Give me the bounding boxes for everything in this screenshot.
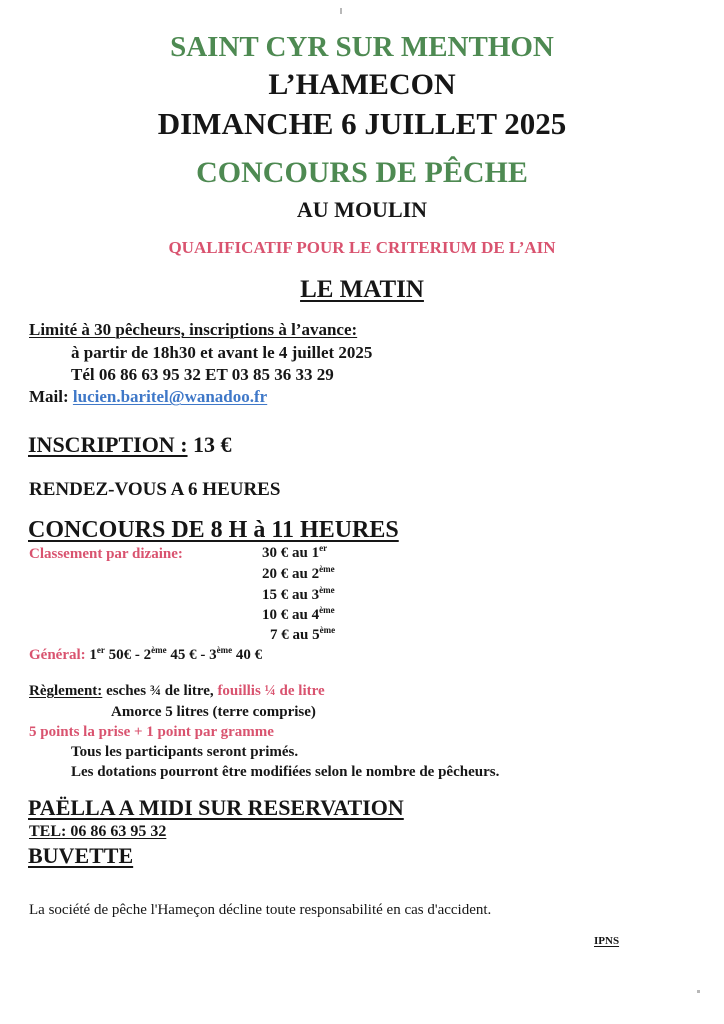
dotations-line: Les dotations pourront être modifiées selon le nombre de pêcheurs. (71, 764, 500, 780)
inscription-line (28, 432, 232, 458)
scan-speck (697, 990, 700, 993)
scan-speck (340, 8, 342, 14)
inscription-price: 13 € (193, 432, 232, 457)
prize-2: 20 € au 2ème (262, 564, 335, 582)
mail-link[interactable]: lucien.baritel@wanadoo.fr (72, 387, 268, 406)
paella-tel: TEL: 06 86 63 95 32 (29, 823, 167, 840)
qualifier-note: QUALIFICATIF POUR LE CRITERIUM DE L’AIN (168, 238, 556, 257)
rules-fouillis: fouillis ¼ de litre (217, 683, 325, 699)
rules-line (29, 683, 325, 700)
prize-4: 10 € au 4ème (262, 605, 335, 623)
disclaimer-text: La société de pêche l'Hameçon décline toute responsabilité en cas d'accident. (29, 902, 492, 918)
mail-line (29, 387, 267, 407)
all-rewarded-line: Tous les participants seront primés. (71, 744, 299, 760)
event-place: AU MOULIN (296, 197, 428, 222)
limit-line: Limité à 30 pêcheurs, inscriptions à l’avance: (29, 320, 358, 339)
prize-3: 15 € au 3ème (262, 585, 335, 603)
rendezvous-line: RENDEZ-VOUS A 6 HEURES (29, 479, 281, 500)
amorce-line: Amorce 5 litres (terre comprise) (111, 704, 316, 720)
rules-label: Règlement: (29, 683, 103, 699)
club-name: L’HAMECON (268, 68, 456, 101)
town-title: SAINT CYR SUR MENTHON (170, 31, 554, 63)
points-line: 5 points la prise + 1 point par gramme (29, 724, 274, 740)
event-title: CONCOURS DE PÊCHE (196, 156, 528, 189)
morning-heading: LE MATIN (300, 276, 424, 303)
mail-label: Mail: (29, 387, 69, 406)
inscription-label: INSCRIPTION : (28, 432, 188, 457)
event-date: DIMANCHE 6 JUILLET 2025 (157, 106, 567, 141)
registration-period: à partir de 18h30 et avant le 4 juillet 2025 (71, 343, 373, 362)
ranking-label: Classement par dizaine: (29, 546, 183, 562)
phone-numbers: Tél 06 86 63 95 32 ET 03 85 36 33 29 (71, 365, 334, 384)
paella-heading: PAËLLA A MIDI SUR RESERVATION (28, 795, 404, 820)
general-label: Général: (29, 647, 86, 663)
ipns-tag: IPNS (594, 935, 620, 947)
buvette-heading: BUVETTE (28, 843, 134, 868)
prize-1: 30 € au 1er (262, 543, 328, 561)
rules-text: esches ¾ de litre, (102, 683, 218, 699)
general-ranking (29, 647, 262, 664)
contest-heading: CONCOURS DE 8 H à 11 HEURES (28, 517, 399, 543)
prize-5: 7 € au 5ème (270, 625, 336, 643)
general-values: 1er 50€ - 2ème 45 € - 3ème 40 € (89, 645, 263, 663)
